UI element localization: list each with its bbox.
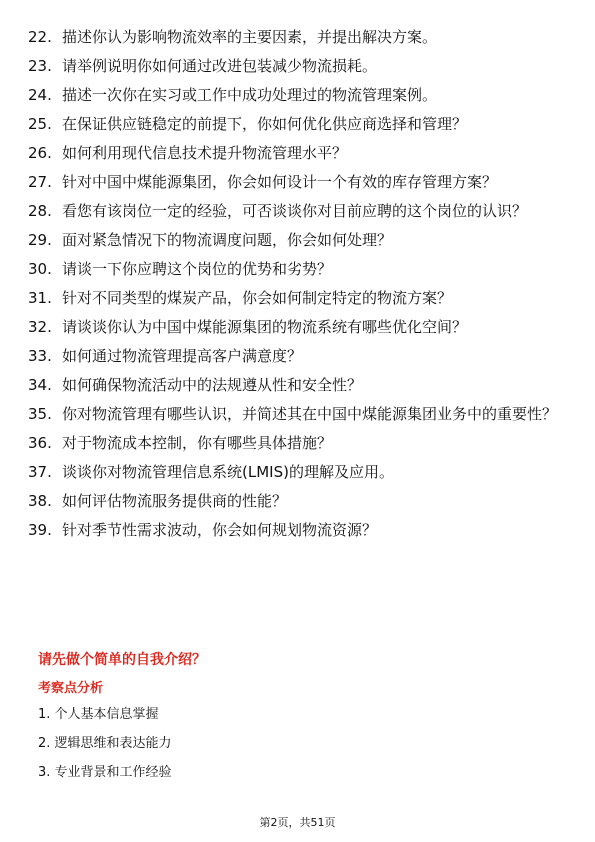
question-item (28, 403, 568, 425)
question-item (28, 55, 568, 77)
question-number: 39. (28, 521, 52, 539)
question-text: 请举例说明你如何通过改进包装减少物流损耗。 (62, 57, 378, 75)
question-text: 如何评估物流服务提供商的性能？ (62, 492, 288, 510)
question-item (28, 113, 568, 135)
question-text: 描述一次你在实习或工作中成功处理过的物流管理案例。 (62, 86, 438, 104)
question-number: 26. (28, 144, 52, 162)
question-text: 对于物流成本控制，你有哪些具体措施？ (62, 434, 333, 452)
question-text: 如何利用现代信息技术提升物流管理水平？ (62, 144, 348, 162)
question-number: 37. (28, 463, 52, 481)
question-number: 34. (28, 376, 52, 394)
question-item (28, 490, 568, 512)
question-item (28, 519, 568, 541)
question-item (28, 345, 568, 367)
question-item (28, 432, 568, 454)
question-text: 针对中国中煤能源集团，你会如何设计一个有效的库存管理方案？ (62, 173, 498, 191)
question-text: 如何通过物流管理提高客户满意度？ (62, 347, 303, 365)
question-number: 31. (28, 289, 52, 307)
section-title: 请先做个简单的自我介绍？ (38, 652, 206, 668)
question-item (28, 200, 568, 222)
question-item (28, 229, 568, 251)
question-item (28, 258, 568, 280)
question-text: 针对不同类型的煤炭产品，你会如何制定特定的物流方案？ (62, 289, 453, 307)
question-item (28, 287, 568, 309)
page-footer: 第2页，共51页 (259, 816, 336, 829)
analysis-point: 2. 逻辑思维和表达能力 (38, 736, 172, 751)
question-number: 28. (28, 202, 52, 220)
question-text: 谈谈你对物流管理信息系统(LMIS)的理解及应用。 (62, 463, 394, 481)
question-text: 你对物流管理有哪些认识，并简述其在中国中煤能源集团业务中的重要性？ (62, 405, 558, 423)
question-text: 面对紧急情况下的物流调度问题，你会如何处理？ (62, 231, 393, 249)
question-item (28, 171, 568, 193)
question-number: 33. (28, 347, 52, 365)
question-number: 36. (28, 434, 52, 452)
question-number: 29. (28, 231, 52, 249)
question-number: 24. (28, 86, 52, 104)
question-text: 针对季节性需求波动，你会如何规划物流资源？ (62, 521, 378, 539)
question-text: 请谈一下你应聘这个岗位的优势和劣势？ (62, 260, 333, 278)
question-text: 在保证供应链稳定的前提下，你如何优化供应商选择和管理？ (62, 115, 468, 133)
analysis-point: 1. 个人基本信息掌握 (38, 707, 159, 722)
question-text: 请谈谈你认为中国中煤能源集团的物流系统有哪些优化空间？ (62, 318, 468, 336)
question-number: 22. (28, 28, 52, 46)
analysis-point-list (38, 706, 172, 793)
question-text: 描述你认为影响物流效率的主要因素，并提出解决方案。 (62, 28, 438, 46)
question-item (28, 461, 568, 483)
analysis-point: 3. 专业背景和工作经验 (38, 765, 172, 780)
question-number: 23. (28, 57, 52, 75)
question-item (28, 374, 568, 396)
question-item (28, 84, 568, 106)
question-item (28, 26, 568, 48)
question-text: 如何确保物流活动中的法规遵从性和安全性？ (62, 376, 363, 394)
question-number: 27. (28, 173, 52, 191)
question-number: 32. (28, 318, 52, 336)
question-text: 看您有该岗位一定的经验，可否谈谈你对目前应聘的这个岗位的认识？ (62, 202, 528, 220)
question-number: 35. (28, 405, 52, 423)
question-list (28, 26, 568, 548)
question-number: 30. (28, 260, 52, 278)
question-item (28, 142, 568, 164)
analysis-title: 考察点分析 (38, 681, 104, 696)
question-number: 25. (28, 115, 52, 133)
question-number: 38. (28, 492, 52, 510)
question-item (28, 316, 568, 338)
